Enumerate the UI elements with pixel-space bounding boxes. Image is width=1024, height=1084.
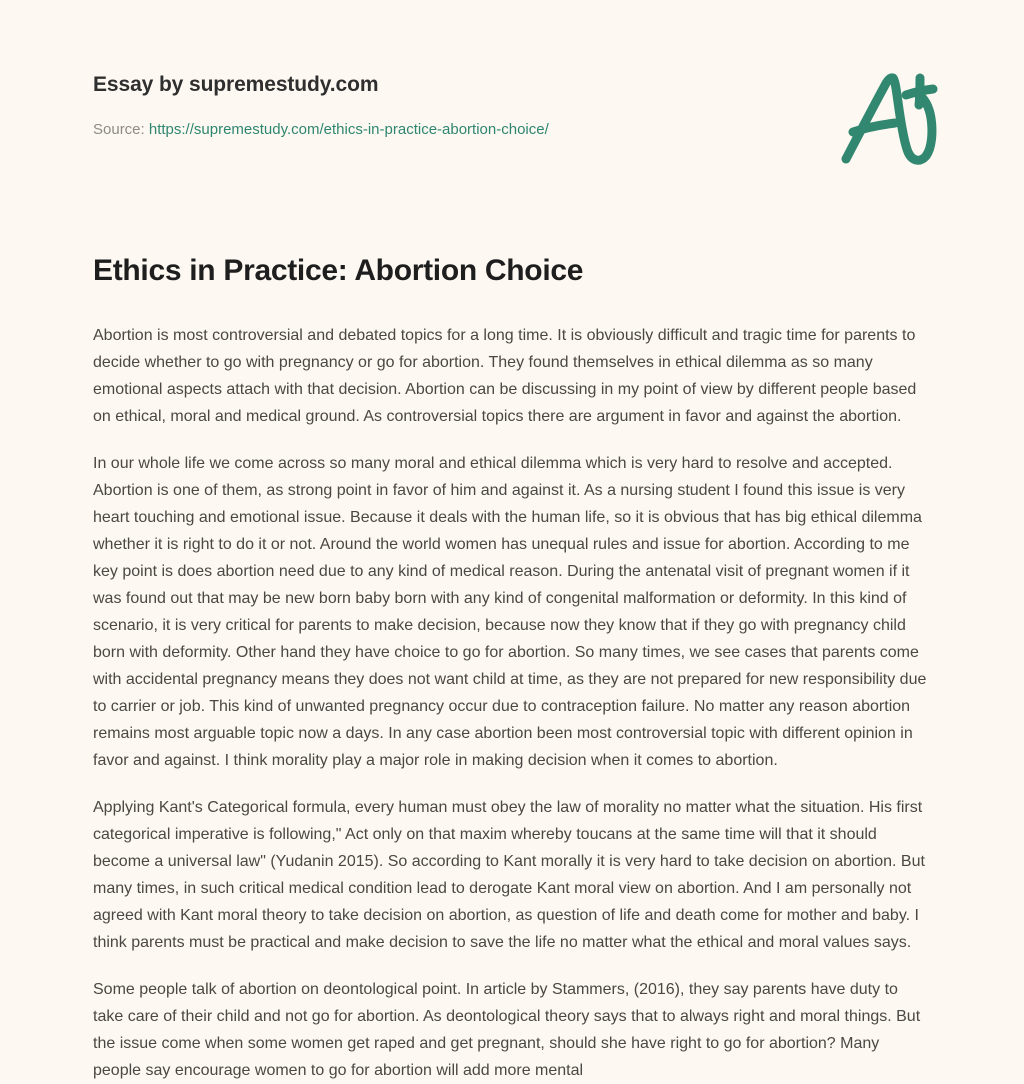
brand-byline: Essay by supremestudy.com xyxy=(93,73,379,96)
source-line xyxy=(93,120,930,140)
paragraph: In our whole life we come across so many moral and ethical dilemma which is very hard to resolve and accepted. Abortion is one of them, as strong point in favor of him and against it. As a nursing student I found this issue is very heart touching and emotional issue. Because it deals with the human life, so it is obvious that has big ethical dilemma whether it is right to do it or not. Around the world women has unequal rules and issue for abortion. According to me key point is does abortion need due to any kind of medical reason. During the antenatal visit of pregnant women if it was found out that may be new born baby born with any kind of congenital malformation or deformity. In this kind of scenario, it is very critical for parents to make decision, because now they know that if they go with pregnancy child born with deformity. Other hand they have choice to go for abortion. So many times, we see cases that parents come with accidental pregnancy means they does not want child at time, as they are not prepared for new responsibility due to carrier or job. This kind of unwanted pregnancy occur due to contraception failure. No matter any reason abortion remains most arguable topic now a days. In any case abortion been most controversial topic with different opinion in favor and against. I think morality play a major role in making decision when it comes to abortion. xyxy=(93,455,927,769)
paragraph: Abortion is most controversial and debated topics for a long time. It is obviously difficult and tragic time for parents to decide whether to go with pregnancy or go for abortion. They found themselves in ethical dilemma as so many emotional aspects attach with that decision. Abortion can be discussing in my point of view by different people based on ethical, moral and medical ground. As controversial topics there are argument in favor and against the abortion. xyxy=(93,327,917,425)
page-title: Ethics in Practice: Abortion Choice xyxy=(93,254,584,287)
paragraph: Applying Kant's Categorical formula, every human must obey the law of morality no matter what the situation. His first categorical imperative is following," Act only on that maxim whereby toucans at the same time will that it should become a universal law" (Yudanin 2015). So according to Kant morally it is very hard to take decision on abortion. But many times, in such critical medical condition lead to derogate Kant moral view on abortion. And I am personally not agreed with Kant moral theory to take decision on abortion, as question of life and death come for mother and baby. I think parents must be practical and make decision to save the life no matter what the ethical and moral values says. xyxy=(93,799,925,951)
article xyxy=(0,252,1024,1084)
source-label: Source: xyxy=(93,121,145,138)
a-plus-logo-icon[interactable] xyxy=(832,62,952,172)
paragraph: Some people talk of abortion on deontological point. In article by Stammers, (2016), they say parents have duty to take care of their child and not go for abortion. As deontological theory says that to always right and moral things. But the issue come when some women get raped and get pregnant, should she have right to go for abortion? Many people say encourage women to go for abortion will add more mental xyxy=(93,981,921,1079)
page-header xyxy=(0,0,1024,200)
source-url-link[interactable]: https://supremestudy.com/ethics-in-practice-abortion-choice/ xyxy=(148,121,549,138)
article-body xyxy=(93,322,930,1084)
